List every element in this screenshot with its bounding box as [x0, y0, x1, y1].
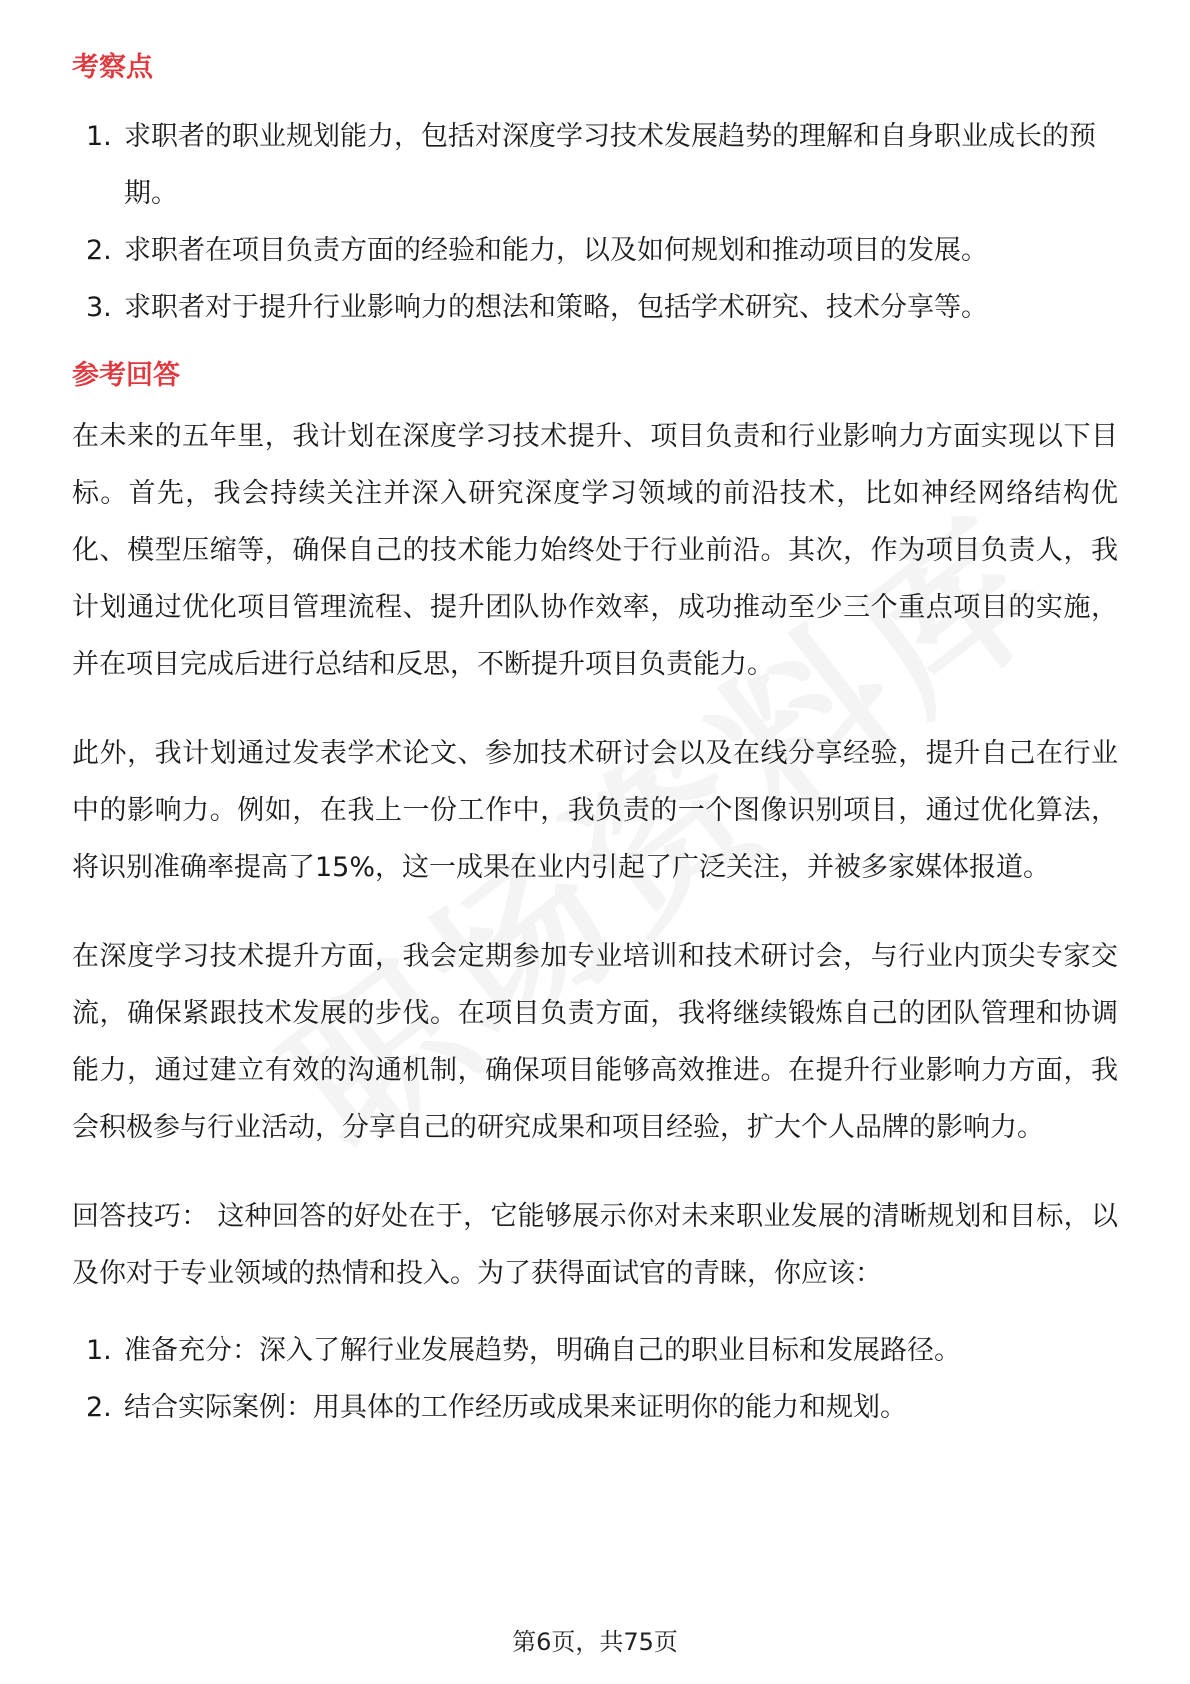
list-item-text: 求职者在项目负责方面的经验和能力，以及如何规划和推动项目的发展。 — [124, 235, 988, 266]
page-number-footer: 第6页，共75页 — [512, 1628, 678, 1656]
list-item-text: 结合实际案例：用具体的工作经历或成果来证明你的能力和规划。 — [124, 1392, 907, 1423]
list-number: 1. — [86, 1335, 112, 1366]
list-item — [72, 222, 1118, 279]
list-item — [72, 108, 1118, 222]
page-content — [72, 48, 1118, 1436]
list-number: 2. — [86, 235, 112, 266]
answer-paragraph: 在未来的五年里，我计划在深度学习技术提升、项目负责和行业影响力方面实现以下目标。首先，我会持续关注并深入研究深度学习领域的前沿技术，比如神经网络结构优化、模型压缩等，确保自己的技术能力始终处于行业前沿。其次，作为项目负责人，我计划通过优化项目管理流程、提升团队协作效率，成功推动至少三个重点项目的实施，并在项目完成后进行总结和反思，不断提升项目负责能力。 — [72, 421, 1118, 680]
answer-paragraph: 此外，我计划通过发表学术论文、参加技术研讨会以及在线分享经验，提升自己在行业中的影响力。例如，在我上一份工作中，我负责的一个图像识别项目，通过优化算法，将识别准确率提高了15%，这一成果在业内引起了广泛关注，并被多家媒体报道。 — [72, 738, 1118, 883]
list-item — [72, 279, 1118, 336]
list-item-text: 准备充分：深入了解行业发展趋势，明确自己的职业目标和发展路径。 — [124, 1335, 961, 1366]
section-title-exam-points: 考察点 — [72, 52, 153, 83]
answer-tips-intro: 回答技巧： 这种回答的好处在于，它能够展示你对未来职业发展的清晰规划和目标，以及你对于专业领域的热情和投入。为了获得面试官的青睐，你应该： — [72, 1201, 1118, 1289]
list-number: 1. — [86, 121, 112, 152]
list-item — [72, 1322, 1118, 1379]
list-item — [72, 1379, 1118, 1436]
list-item-text: 求职者对于提升行业影响力的想法和策略，包括学术研究、技术分享等。 — [124, 292, 988, 323]
list-item-text: 求职者的职业规划能力，包括对深度学习技术发展趋势的理解和自身职业成长的预期。 — [124, 121, 1096, 209]
section-title-reference-answer: 参考回答 — [72, 360, 180, 391]
answer-paragraph: 在深度学习技术提升方面，我会定期参加专业培训和技术研讨会，与行业内顶尖专家交流，确保紧跟技术发展的步伐。在项目负责方面，我将继续锻炼自己的团队管理和协调能力，通过建立有效的沟通机制，确保项目能够高效推进。在提升行业影响力方面，我会积极参与行业活动，分享自己的研究成果和项目经验，扩大个人品牌的影响力。 — [72, 941, 1118, 1143]
tips-list — [72, 1322, 1118, 1436]
list-number: 2. — [86, 1392, 112, 1423]
exam-points-list — [72, 108, 1118, 336]
list-number: 3. — [86, 292, 112, 323]
